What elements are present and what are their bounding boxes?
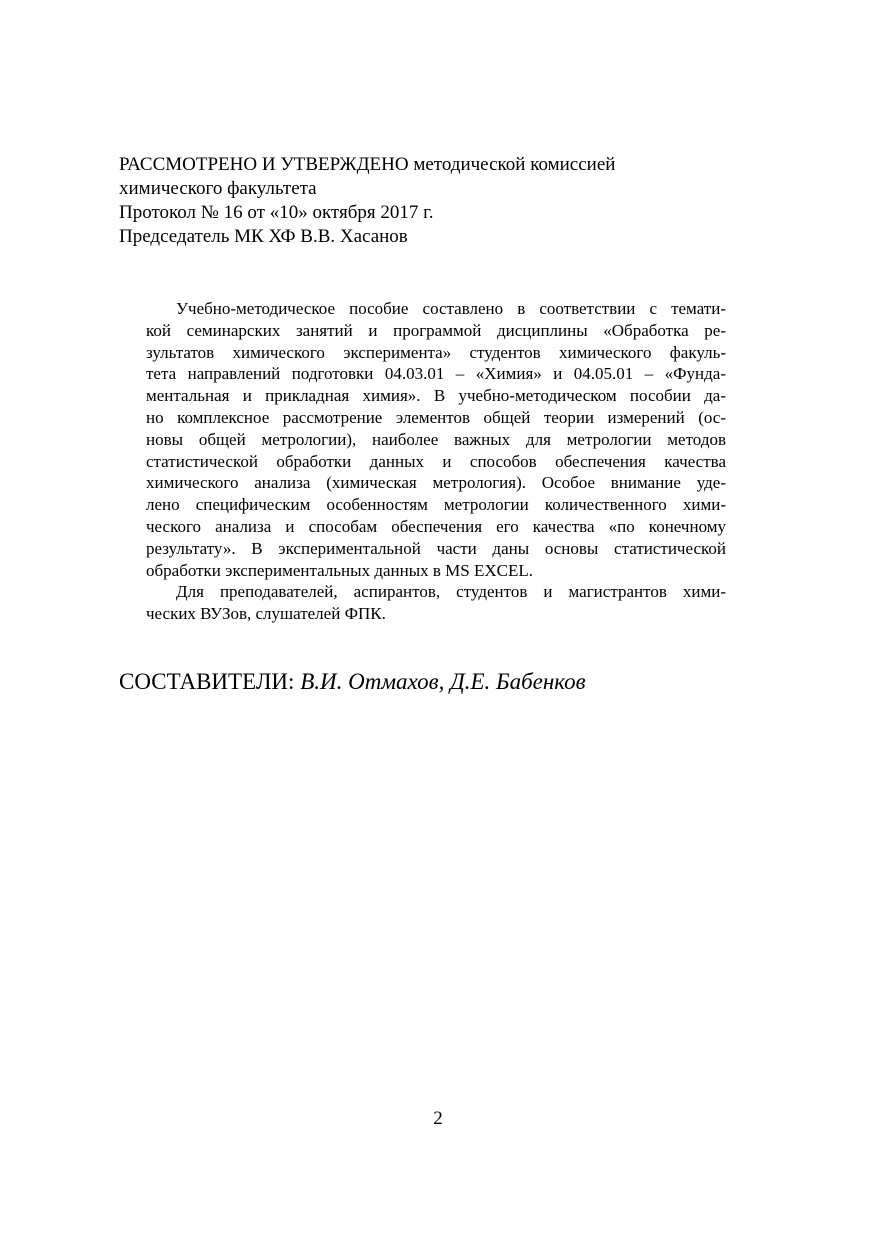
- abstract-text: [146, 298, 726, 625]
- abstract-line: ментальная и прикладная химия». В учебно-методическом пособии да-: [146, 386, 726, 406]
- abstract-line: кой семинарских занятий и программой дисциплины «Обработка ре-: [146, 320, 726, 340]
- authors-label: СОСТАВИТЕЛИ:: [119, 669, 301, 694]
- approval-line: Председатель МК ХФ В.В. Хасанов: [119, 226, 408, 247]
- abstract-line: но комплексное рассмотрение элементов общей теории измерений (ос-: [146, 407, 726, 427]
- abstract-line: новы общей метрологии), наиболее важных для метрологии методов: [146, 429, 726, 449]
- abstract-line: ческого анализа и способам обеспечения его качества «по конечному: [146, 516, 726, 536]
- approval-line: химического факультета: [119, 178, 317, 199]
- abstract-line: Учебно-методическое пособие составлено в соответствии с темати-: [176, 299, 726, 318]
- authors-line: [119, 668, 586, 696]
- abstract-line: статистической обработки данных и способов обеспечения качества: [146, 451, 726, 471]
- authors-names: В.И. Отмахов, Д.Е. Бабенков: [300, 669, 586, 694]
- abstract-line: результату». В экспериментальной части даны основы статистической: [146, 538, 726, 558]
- abstract-line: ческих ВУЗов, слушателей ФПК.: [146, 604, 386, 624]
- abstract-line: обработки экспериментальных данных в MS EXCEL.: [146, 560, 533, 580]
- abstract-line: лено специфическим особенностям метрологии количественного хими-: [146, 495, 726, 515]
- abstract-line: химического анализа (химическая метрология). Особое внимание уде-: [146, 473, 726, 493]
- approval-line: РАССМОТРЕНО И УТВЕРЖДЕНО методической комиссией: [119, 154, 616, 175]
- approval-line: Протокол № 16 от «10» октября 2017 г.: [119, 202, 434, 223]
- page-number: 2: [433, 1108, 443, 1129]
- approval-block: [119, 153, 759, 249]
- abstract-line: Для преподавателей, аспирантов, студентов и магистрантов хими-: [176, 582, 726, 602]
- abstract-line: тета направлений подготовки 04.03.01 – «Химия» и 04.05.01 – «Фунда-: [146, 364, 726, 384]
- abstract-line: зультатов химического эксперимента» студентов химического факуль-: [146, 342, 726, 362]
